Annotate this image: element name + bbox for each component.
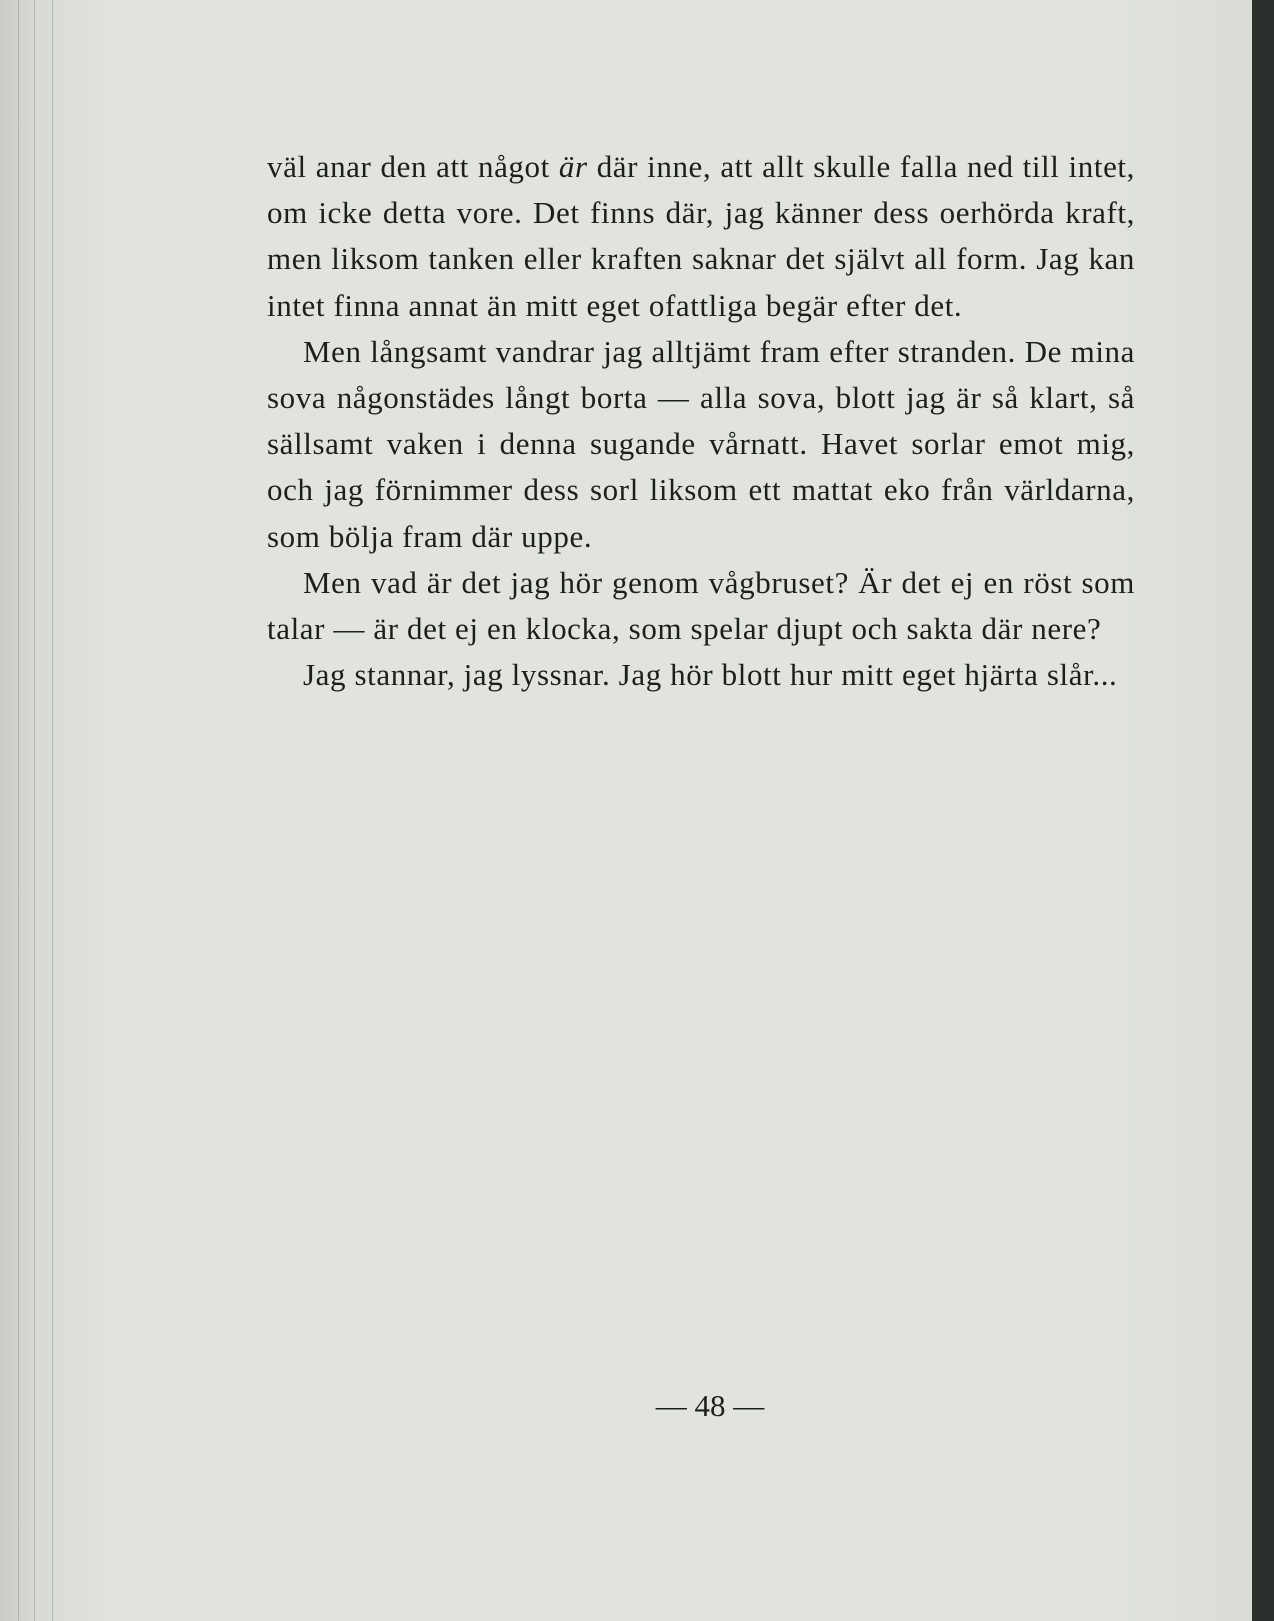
paragraph-4: Jag stannar, jag lyssnar. Jag hör blott hur mitt eget hjärta slår... [303, 657, 1118, 693]
paragraph-3: Men vad är det jag hör genom vågbruset? Är det ej en röst som talar — är det ej en klocka, som spelar djupt och sakta där nere? [267, 564, 1135, 647]
paragraph-1 [267, 144, 1135, 329]
paragraph-1-text-end: där inne, att allt skulle falla ned till intet, om icke detta vore. Det finns där, jag känner dess oerhörda kraft, men liksom tanken eller kraften saknar det självt all form. Jag kan intet finna annat än mitt eget ofattliga begär efter det. [267, 149, 1135, 323]
page-number: — 48 — [655, 1388, 765, 1423]
paragraph-2: Men långsamt vandrar jag alltjämt fram efter stranden. De mina sova någonstädes långt borta — alla sova, blott jag är så klart, så sällsamt vaken i denna sugande vårnatt. Havet sorlar emot mig, och jag förnimmer dess sorl liksom ett mattat eko från världarna, som bölja fram där uppe. [267, 333, 1135, 554]
gutter-line [52, 0, 53, 1621]
paragraph-1-text-start: väl anar den att något [267, 149, 559, 184]
gutter-line [18, 0, 19, 1621]
emphasized-word: är [558, 149, 588, 184]
body-text [267, 144, 1135, 698]
gutter-line [34, 0, 35, 1621]
